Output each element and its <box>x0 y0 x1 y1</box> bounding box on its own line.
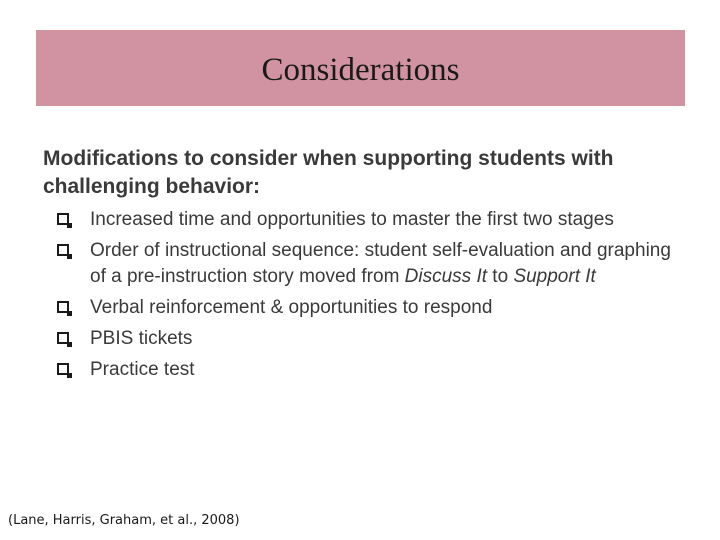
checkbox-square-icon <box>57 213 69 225</box>
slide-subheading: Modifications to consider when supporting students with challenging behavior: <box>43 147 614 198</box>
bullet-text: Verbal reinforcement & opportunities to respond <box>90 297 493 318</box>
bullet-text: to <box>487 266 514 287</box>
bullet-text: Order of instructional sequence: student self-evaluation and graphing of a pre-instruction story moved from <box>90 240 671 287</box>
bullet-list <box>57 207 682 388</box>
bullet-text: Practice test <box>90 359 195 380</box>
bullet-emphasis: Discuss It <box>404 266 488 287</box>
checkbox-square-icon <box>57 363 69 375</box>
citation: (Lane, Harris, Graham, et al., 2008) <box>8 513 240 528</box>
list-item <box>57 295 682 321</box>
bullet-text: Increased time and opportunities to master the first two stages <box>90 209 614 230</box>
title-band <box>36 30 685 106</box>
checkbox-square-icon <box>57 332 69 344</box>
list-item <box>57 326 682 352</box>
slide-title: Considerations <box>261 52 460 88</box>
list-item <box>57 207 682 233</box>
bullet-emphasis: Support It <box>513 266 596 287</box>
bullet-text: PBIS tickets <box>90 328 193 349</box>
checkbox-square-icon <box>57 244 69 256</box>
list-item <box>57 238 682 290</box>
list-item <box>57 357 682 383</box>
checkbox-square-icon <box>57 301 69 313</box>
